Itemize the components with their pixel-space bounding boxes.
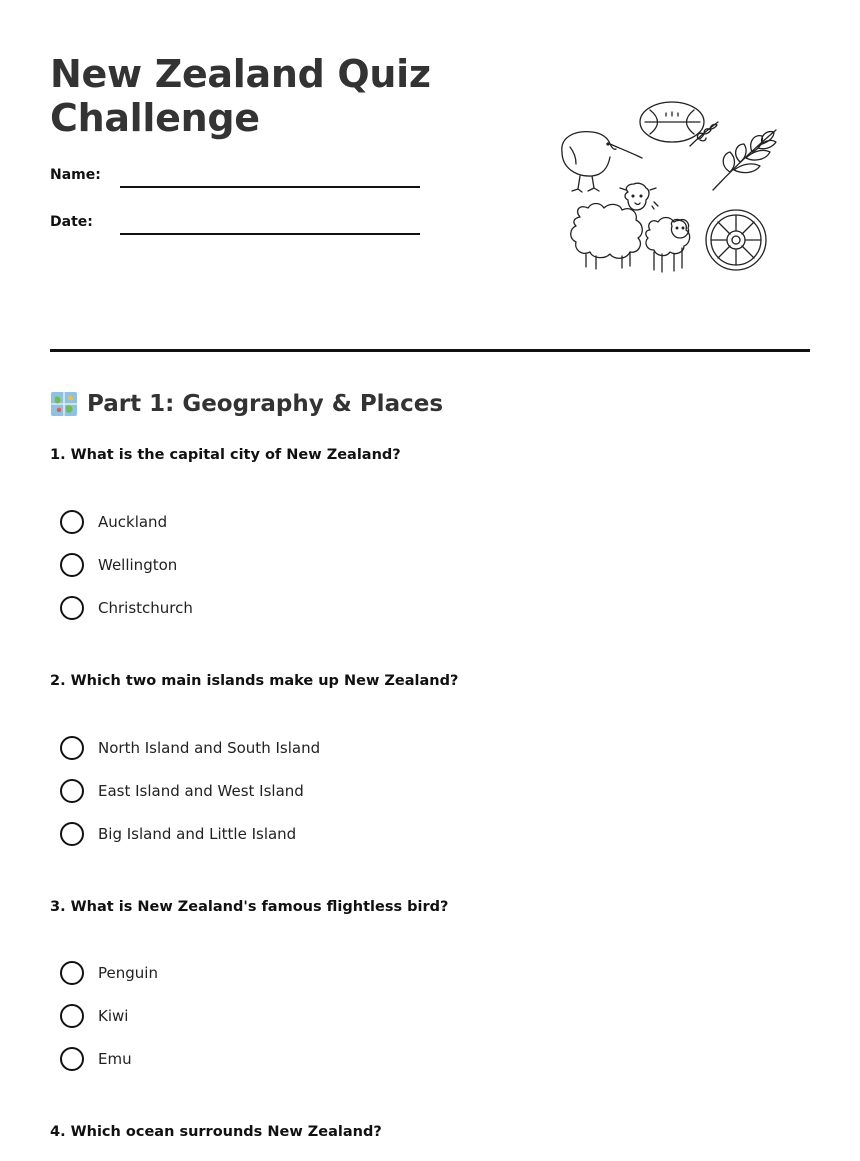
radio-button[interactable] [60, 822, 84, 846]
date-field [50, 213, 430, 243]
option-label: Kiwi [98, 1007, 129, 1025]
radio-button[interactable] [60, 1047, 84, 1071]
name-label: Name: [50, 167, 101, 183]
question-4 [50, 1122, 810, 1142]
option-label: Auckland [98, 513, 168, 531]
option-emu[interactable] [60, 1046, 560, 1072]
radio-button[interactable] [60, 1004, 84, 1028]
wheel-icon [706, 210, 766, 270]
option-label: Big Island and Little Island [98, 825, 297, 843]
option-wellington[interactable] [60, 552, 560, 578]
option-label: North Island and South Island [98, 739, 321, 757]
rugby-ball-icon [640, 102, 704, 142]
header-divider [50, 349, 810, 352]
map-icon [50, 391, 78, 417]
option-penguin[interactable] [60, 960, 560, 986]
date-input-line[interactable] [120, 233, 420, 235]
radio-button[interactable] [60, 553, 84, 577]
page-title: New Zealand Quiz Challenge [50, 52, 431, 140]
question-3 [50, 897, 810, 1068]
option-label: Wellington [98, 556, 178, 574]
radio-button[interactable] [60, 779, 84, 803]
option-label: Christchurch [98, 599, 193, 617]
question-text: 1. What is the capital city of New Zealand? [50, 447, 401, 463]
option-north-south-island[interactable] [60, 735, 560, 761]
sheep-icon [571, 183, 658, 269]
radio-button[interactable] [60, 961, 84, 985]
option-label: Penguin [98, 964, 158, 982]
radio-button[interactable] [60, 596, 84, 620]
option-christchurch[interactable] [60, 595, 560, 621]
option-big-little-island[interactable] [60, 821, 560, 847]
name-field [50, 166, 430, 196]
lamb-icon [646, 218, 690, 273]
option-kiwi[interactable] [60, 1003, 560, 1029]
option-auckland[interactable] [60, 509, 560, 535]
option-east-west-island[interactable] [60, 778, 560, 804]
question-text: 4. Which ocean surrounds New Zealand? [50, 1124, 382, 1140]
question-text: 3. What is New Zealand's famous flightless bird? [50, 899, 449, 915]
option-label: East Island and West Island [98, 782, 304, 800]
section-title: Part 1: Geography & Places [87, 391, 444, 417]
radio-button[interactable] [60, 510, 84, 534]
option-label: Emu [98, 1050, 132, 1068]
name-input-line[interactable] [120, 186, 420, 188]
kiwi-bird-icon [562, 132, 642, 192]
radio-button[interactable] [60, 736, 84, 760]
section-heading [50, 388, 443, 420]
date-label: Date: [50, 214, 93, 230]
question-text: 2. Which two main islands make up New Zealand? [50, 673, 459, 689]
question-1 [50, 445, 810, 617]
new-zealand-illustration [550, 92, 790, 277]
silver-fern-icon [713, 130, 776, 190]
question-2 [50, 671, 810, 843]
